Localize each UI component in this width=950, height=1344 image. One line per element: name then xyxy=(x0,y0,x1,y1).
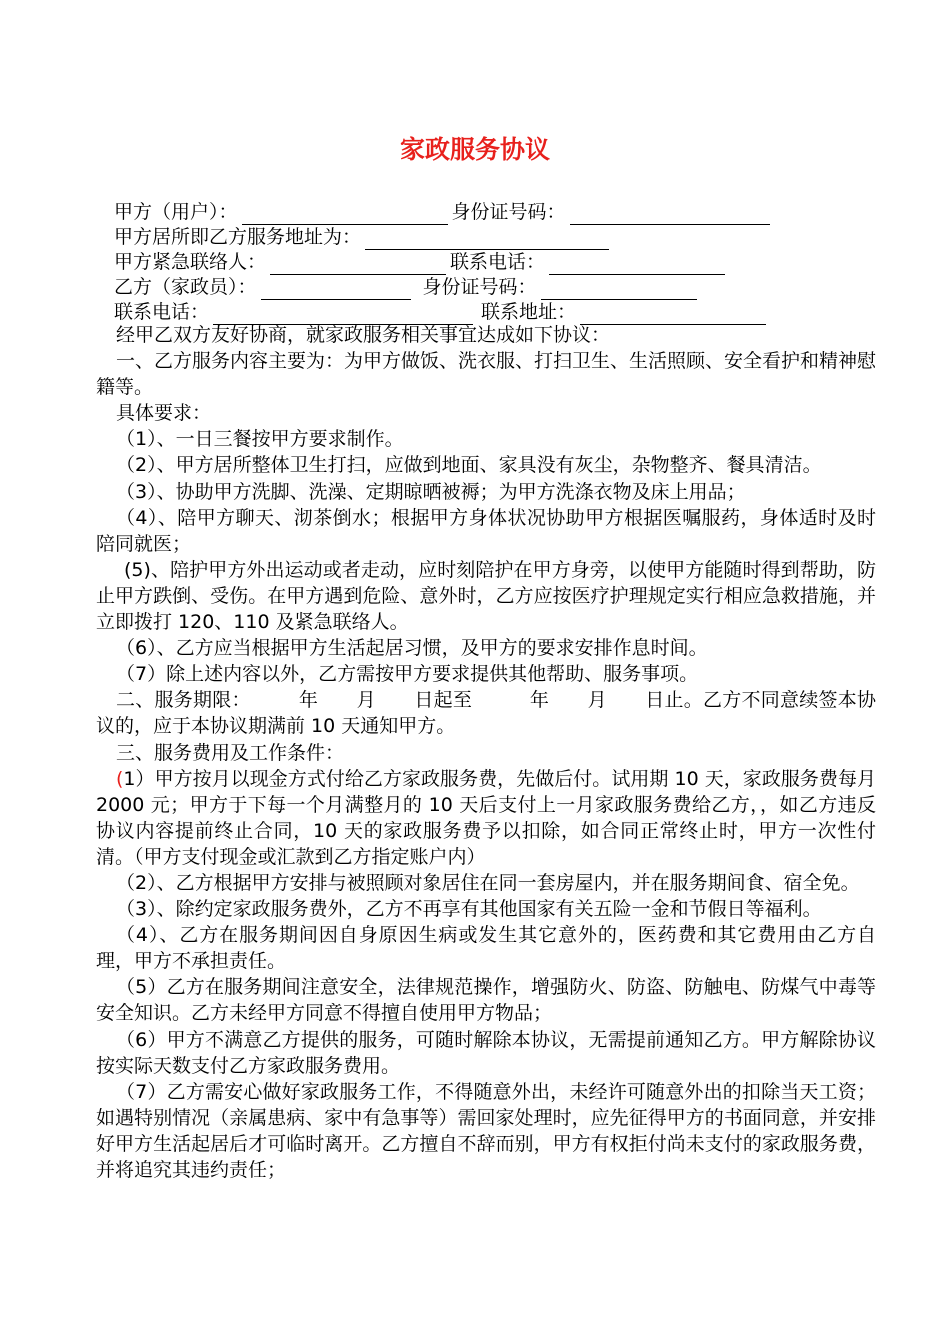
emergency-label: 甲方紧急联络人： xyxy=(114,251,267,273)
party-b-line xyxy=(114,275,701,300)
party-b-name-blank[interactable] xyxy=(261,279,411,300)
requirements-heading: 具体要求： xyxy=(116,402,212,425)
requirement-3: （3）、协助甲方洗脚、洗澡、定期晾晒被褥；为甲方洗涤衣物及床上用品； xyxy=(116,480,746,503)
document-title: 家政服务协议 xyxy=(399,135,550,164)
id-label-b: 身份证号码： xyxy=(422,276,537,298)
fee-term-1-text: 1）甲方按月以现金方式付给乙方家政服务费，先做后付。试用期 10 天，家政服务费每月 2000 元；甲方于下每一个月满整月的 10 天后支付上一月家政服务费给乙方，，如乙方违反协议内容提前终止合同，10 天的家政服务费予以扣除，如合同正常终止时，甲方一次性付清。（甲方支付现金或汇款到乙方指定账户内） xyxy=(96,767,876,868)
fee-term-4: （4）、乙方在服务期间因自身原因生病或发生其它意外的，医药费和其它费用由乙方自理，甲方不承担责任。 xyxy=(96,924,876,973)
requirement-6: （6）、乙方应当根据甲方生活起居习惯，及甲方的要求安排作息时间。 xyxy=(116,637,708,660)
phone-label-a: 联系电话： xyxy=(450,251,546,273)
party-b-label: 乙方（家政员）： xyxy=(114,276,257,298)
fee-term-6: （6）甲方不满意乙方提供的服务，可随时解除本协议，无需提前通知乙方。甲方解除协议按实际天数支付乙方家政服务费用。 xyxy=(96,1028,876,1077)
party-a-label: 甲方（用户）： xyxy=(114,201,238,223)
address-label: 甲方居所即乙方服务地址为： xyxy=(114,226,362,248)
party-a-id-blank[interactable] xyxy=(570,204,770,225)
requirement-4: （4）、陪甲方聊天、沏茶倒水；根据甲方身体状况协助甲方根据医嘱服药，身体适时及时陪同就医； xyxy=(96,506,876,555)
fee-term-1 xyxy=(96,766,876,870)
emergency-contact-blank[interactable] xyxy=(270,254,446,275)
requirement-2: （2）、甲方居所整体卫生打扫，应做到地面、家具没有灰尘，杂物整齐、餐具清洁。 xyxy=(116,454,822,477)
address-blank[interactable] xyxy=(365,229,609,250)
phone-label-b: 联系电话： xyxy=(114,301,210,323)
intro-paragraph: 经甲乙双方友好协商，就家政服务相关事宜达成如下协议： xyxy=(116,324,611,346)
party-b-id-blank[interactable] xyxy=(541,279,697,300)
requirement-7: （7）除上述内容以外，乙方需按甲方要求提供其他帮助、服务事项。 xyxy=(116,663,699,686)
section-1: 一、乙方服务内容主要为：为甲方做饭、洗衣服、打扫卫生、生活照顾、安全看护和精神慰籍等。 xyxy=(96,350,877,399)
fee-term-5: （5）乙方在服务期间注意安全，法律规范操作，增强防火、防盗、防触电、防煤气中毒等安全知识。乙方未经甲方同意不得擅自使用甲方物品； xyxy=(96,976,876,1025)
address-line xyxy=(114,225,613,250)
id-label-a: 身份证号码： xyxy=(451,201,566,223)
fee-term-3: （3）、除约定家政服务费外，乙方不再享有其他国家有关五险一金和节假日等福利。 xyxy=(116,898,822,921)
agreement-body xyxy=(96,322,876,1183)
fee-term-1-paren: ( xyxy=(116,767,124,790)
contact-address-label: 联系地址： xyxy=(481,301,577,323)
emergency-line xyxy=(114,250,729,275)
section-3: 三、服务费用及工作条件： xyxy=(116,741,345,764)
requirement-1: （1）、一日三餐按甲方要求制作。 xyxy=(116,428,404,451)
fee-term-2: （2）、乙方根据甲方安排与被照顾对象居住在同一套房屋内，并在服务期间食、宿全免。 xyxy=(116,871,860,894)
party-a-name-blank[interactable] xyxy=(242,204,448,225)
fee-term-7: （7）乙方需安心做好家政服务工作，不得随意外出，未经许可随意外出的扣除当天工资；如遇特别情况（亲属患病、家中有急事等）需回家处理时，应先征得甲方的书面同意，并安排好甲方生活起居后才可临时离开。乙方擅自不辞而别，甲方有权拒付尚未支付的家政服务费，并将追究其违约责任； xyxy=(96,1080,876,1181)
section-2: 二、服务期限： 年 月 日起至 年 月 日止。乙方不同意续签本协议的，应于本协议期满前 10 天通知甲方。 xyxy=(96,689,876,738)
party-a-line xyxy=(114,200,774,225)
emergency-phone-blank[interactable] xyxy=(549,254,725,275)
requirement-5: (5)、陪护甲方外出运动或者走动，应时刻陪护在甲方身旁，以使甲方能随时得到帮助，防止甲方跌倒、受伤。在甲方遇到危险、意外时，乙方应按医疗护理规定实行相应急救措施，并立即拨打 120、110 及紧急联络人。 xyxy=(96,558,876,634)
